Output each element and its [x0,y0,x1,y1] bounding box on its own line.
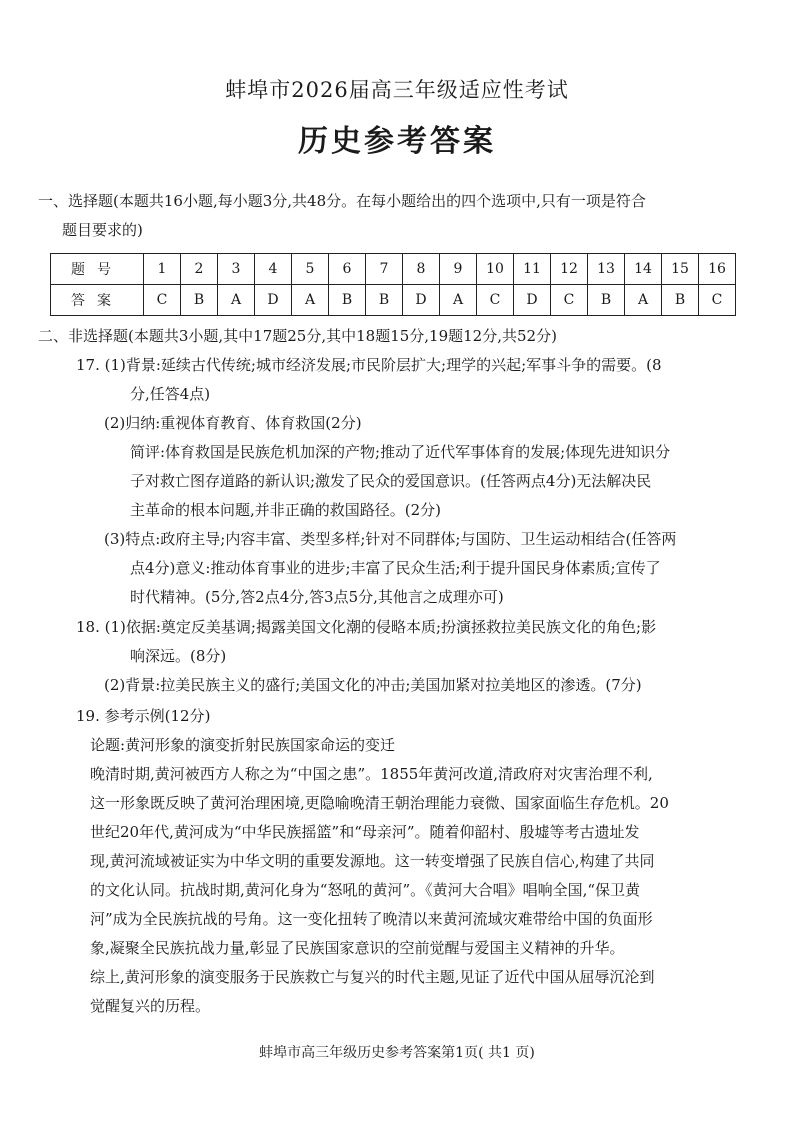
page-footer: 蚌埠市高三年级历史参考答案第1页( 共1 页) [259,1045,535,1061]
question-number-cell: 9 [440,254,477,285]
question-number-cell: 8 [403,254,440,285]
question-number-cell: 13 [588,254,625,285]
answer-cell: D [255,285,292,316]
q17-line: 点4分)意义:推动体育事业的进步;丰富了民众生活;利于提升国民身体素质;宣传了 [130,559,661,577]
q18-line: (2)背景:拉美民族主义的盛行;美国文化的冲击;美国加紧对拉美地区的渗透。(7分) [104,676,642,694]
answer-cell: D [514,285,551,316]
question-number-row [51,254,736,285]
q17-line: (2)归纳:重视体育教育、体育救国(2分) [104,414,362,432]
question-number-cell: 12 [551,254,588,285]
question-number-cell: 11 [514,254,551,285]
q17-line: 子对救亡图存道路的新认识;激发了民众的爱国意识。(任答两点4分)无法解决民 [130,472,652,490]
question-number-cell: 5 [292,254,329,285]
q19-line: 世纪20年代,黄河成为“中华民族摇篮”和“母亲河”。随着仰韶村、殷墟等考古遗址发 [90,823,640,841]
q17-line: 17. (1)背景:延续古代传统;城市经济发展;市民阶层扩大;理学的兴起;军事斗争的需要。(8 [76,356,662,374]
q19-line: 论题:黄河形象的演变折射民族国家命运的变迁 [90,736,396,754]
section1-intro-line2: 题目要求的) [62,221,143,239]
q17-line: 主革命的根本问题,并非正确的救国路径。(2分) [130,501,442,519]
q17-line: 简评:体育救国是民族危机加深的产物;推动了近代军事体育的发展;体现先进知识分 [130,443,671,461]
answer-cell: A [440,285,477,316]
answer-cell: B [329,285,366,316]
question-number-cell: 3 [218,254,255,285]
question-number-cell: 4 [255,254,292,285]
q17-line: 时代精神。(5分,答2点4分,答3点5分,其他言之成理亦可) [130,588,504,606]
answer-cell: B [662,285,699,316]
question-number-cell: 6 [329,254,366,285]
question-number-cell: 10 [477,254,514,285]
q18-line: 响深远。(8分) [130,647,227,665]
answer-cell: C [551,285,588,316]
q19-line: 这一形象既反映了黄河治理困境,更隐喻晚清王朝治理能力衰微、国家面临生存危机。20 [90,794,669,812]
question-number-cell: 7 [366,254,403,285]
q19-line: 象,凝聚全民族抗战力量,彰显了民族国家意识的空前觉醒与爱国主义精神的升华。 [90,939,625,957]
answer-cell: D [403,285,440,316]
answer-cell: C [477,285,514,316]
q17-line: 分,任答4点) [130,385,211,403]
answer-cell: C [144,285,181,316]
section1-intro-line1: 一、选择题(本题共16小题,每小题3分,共48分。在每小题给出的四个选项中,只有一项是符合 [38,192,646,210]
answer-row [51,285,736,316]
answer-table [50,253,736,316]
question-number-cell: 16 [699,254,736,285]
answer-cell: A [218,285,255,316]
question-number-cell: 14 [625,254,662,285]
answer-label: 答案 [51,285,144,316]
answer-cell: B [181,285,218,316]
answer-cell: B [588,285,625,316]
q18-line: 18. (1)依据:奠定反美基调;揭露美国文化潮的侵略本质;扮演拯救拉美民族文化的角色;影 [76,618,657,636]
q19-line: 觉醒复兴的历程。 [90,997,211,1015]
q19-line: 综上,黄河形象的演变服务于民族救亡与复兴的时代主题,见证了近代中国从屈辱沉沦到 [90,968,655,986]
answer-cell: A [625,285,662,316]
question-number-cell: 2 [181,254,218,285]
answer-key-title: 历史参考答案 [298,124,496,159]
section2-intro: 二、非选择题(本题共3小题,其中17题25分,其中18题15分,19题12分,共52分) [38,327,557,345]
answer-cell: C [699,285,736,316]
exam-title: 蚌埠市2026届高三年级适应性考试 [225,78,569,102]
question-number-cell: 15 [662,254,699,285]
answer-cell: B [366,285,403,316]
q19-line: 现,黄河流域被证实为中华文明的重要发源地。这一转变增强了民族自信心,构建了共同 [90,852,655,870]
answer-cell: A [292,285,329,316]
q19-line: 河”成为全民族抗战的号角。这一变化扭转了晚清以来黄河流域灾难带给中国的负面形 [90,910,653,928]
question-number-cell: 1 [144,254,181,285]
q17-line: (3)特点:政府主导;内容丰富、类型多样;针对不同群体;与国防、卫生运动相结合(任答两 [104,530,677,548]
q19-line: 晚清时期,黄河被西方人称之为“中国之患”。1855年黄河改道,清政府对灾害治理不利, [90,765,653,783]
q19-line: 19. 参考示例(12分) [76,707,211,725]
q19-line: 的文化认同。抗战时期,黄河化身为“怒吼的黄河”。《黄河大合唱》唱响全国,“保卫黄 [90,881,641,899]
question-number-label: 题号 [51,254,144,285]
